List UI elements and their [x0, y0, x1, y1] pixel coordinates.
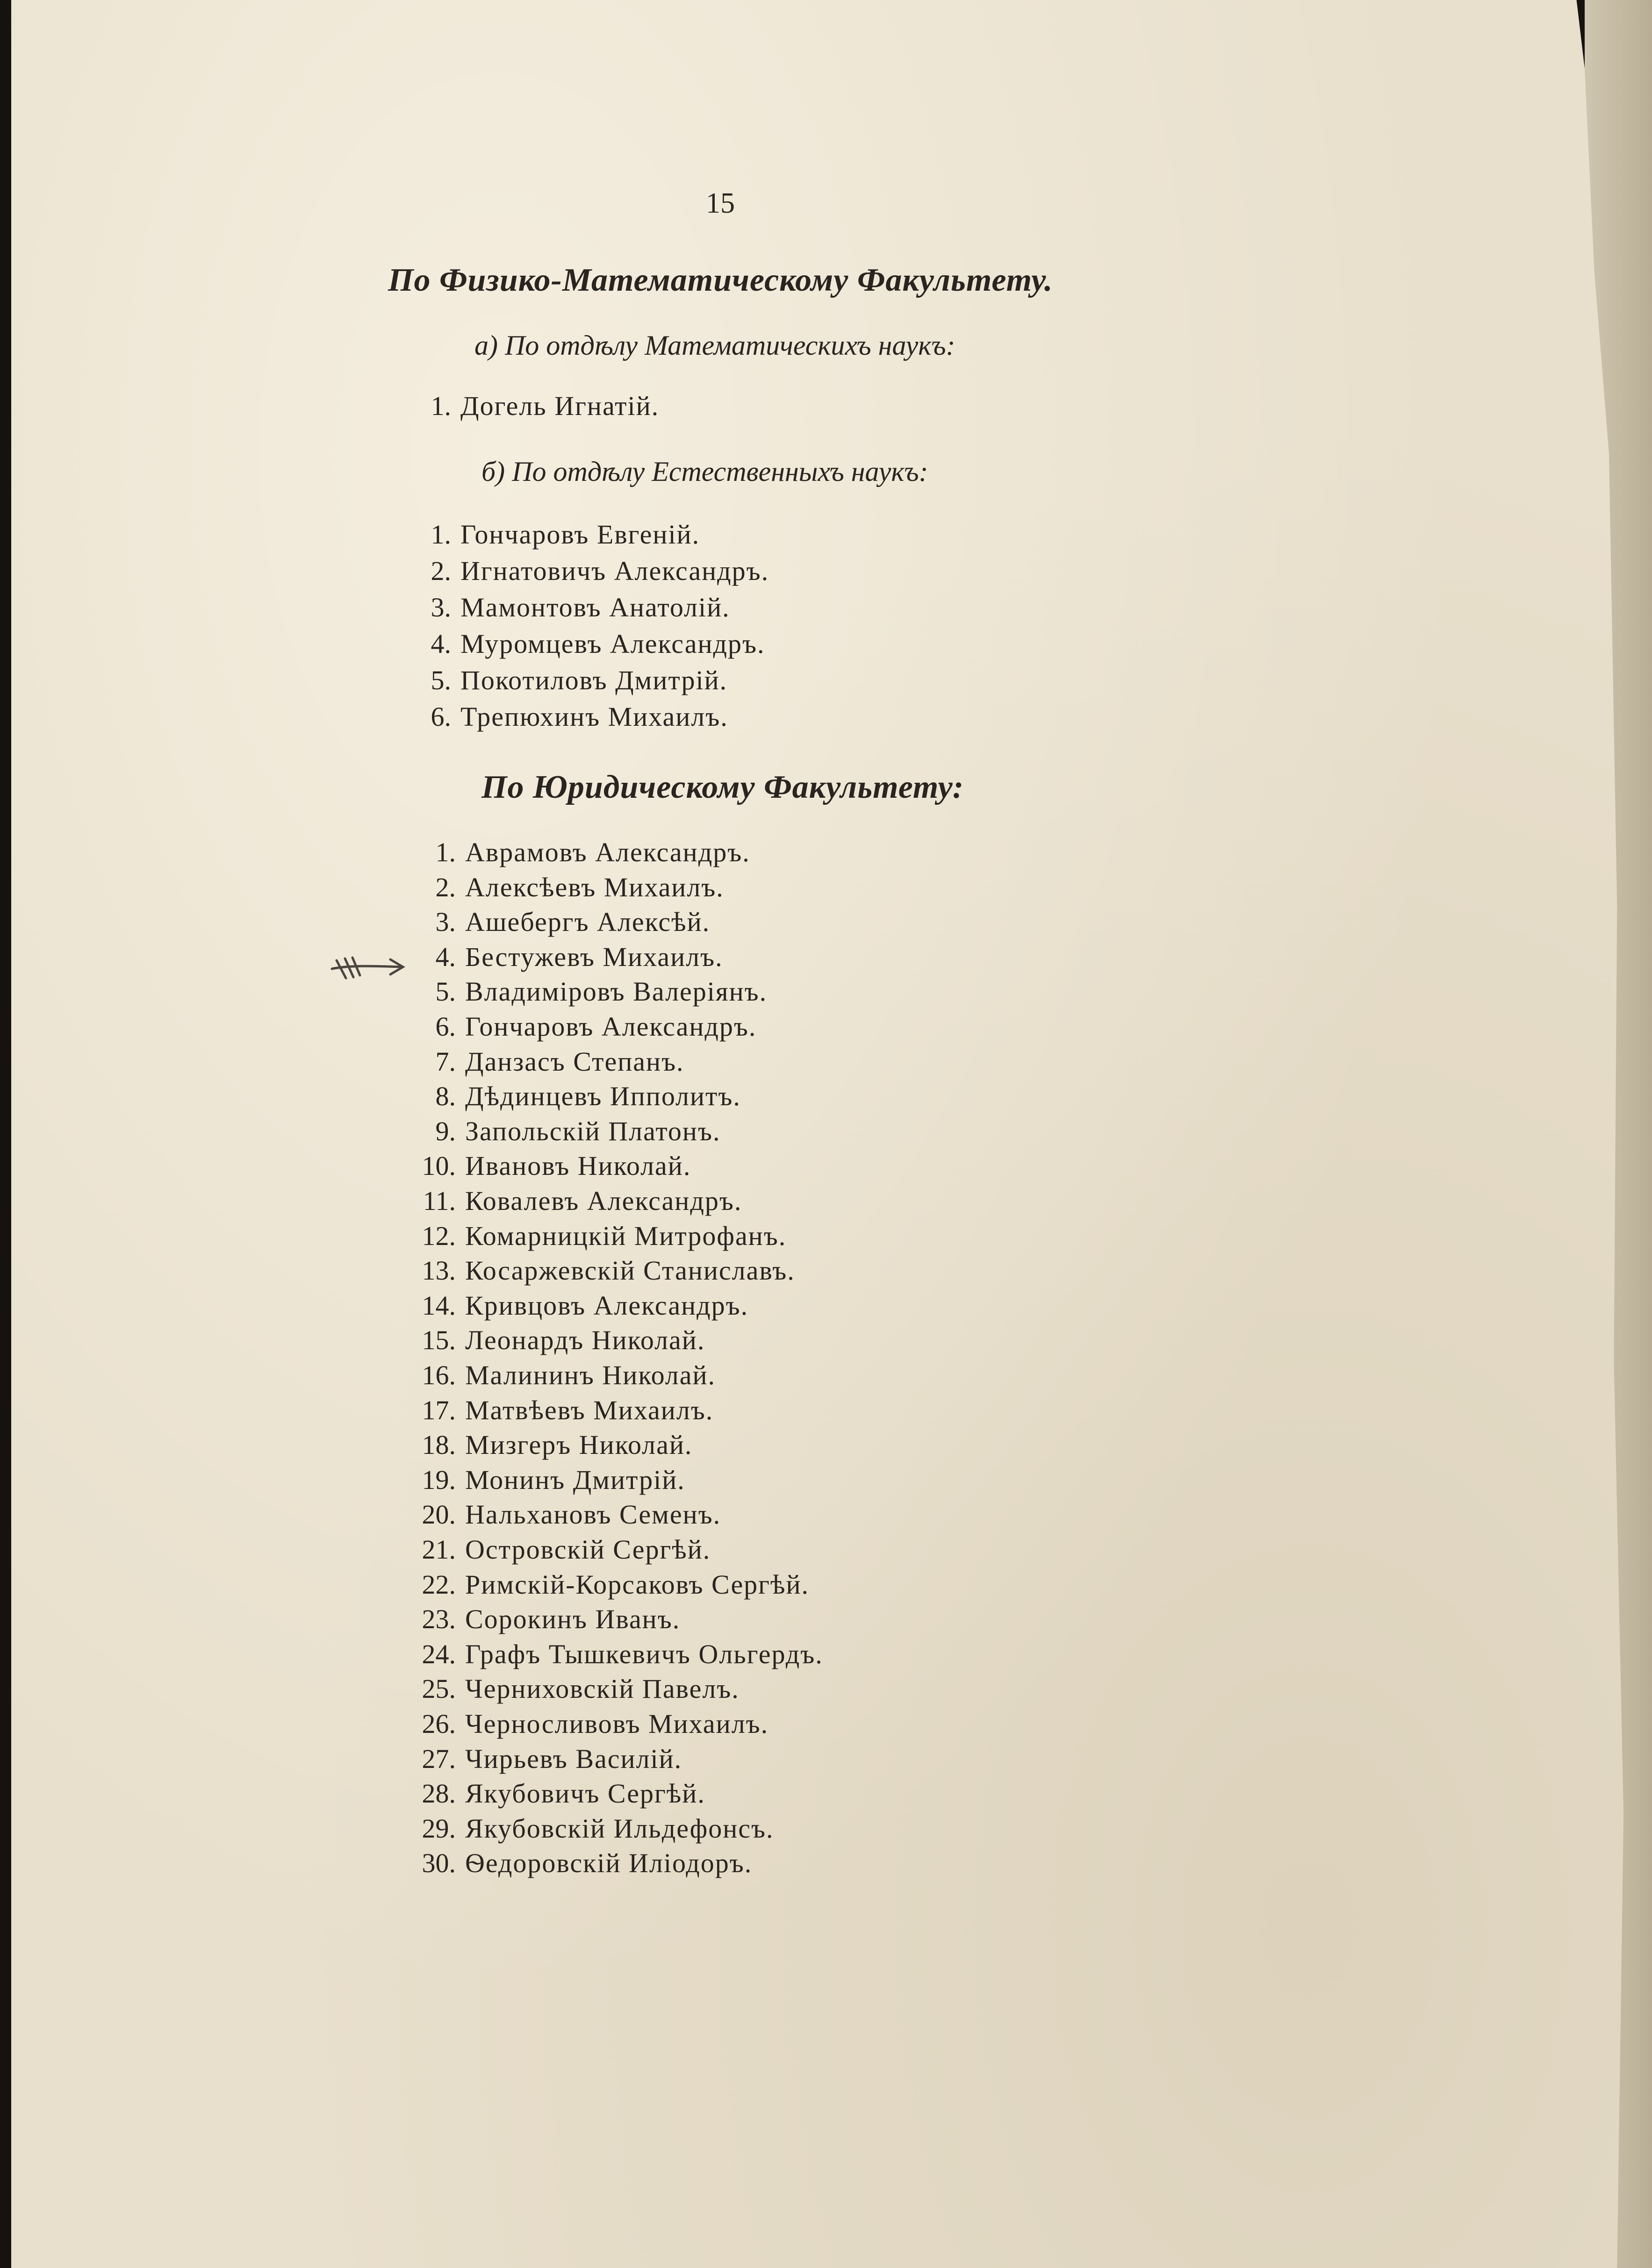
list-item-name: Бестужевъ Михаилъ.	[465, 941, 723, 972]
list-item-name: Игнатовичъ Александръ.	[460, 556, 769, 586]
list-item-number: 29.	[422, 1813, 456, 1844]
list-item-number: 1.	[435, 837, 456, 867]
subheading-natural: б) По отдѣлу Естественныхъ наукъ:	[481, 456, 928, 487]
list-item-name: Графъ Тышкевичъ Ольгердъ.	[465, 1638, 823, 1669]
list-item-name: Чирьевъ Василій.	[465, 1743, 682, 1774]
list-item-number: 23.	[422, 1604, 456, 1635]
list-item-name: Монинъ Дмитрій.	[465, 1464, 685, 1495]
list-item-name: Ѳедоровскій Иліодоръ.	[465, 1848, 753, 1879]
list-item-name: Догель Игнатій.	[460, 391, 660, 421]
list-item-name: Гончаровъ Евгеній.	[460, 519, 700, 550]
list-item-number: 8.	[435, 1081, 456, 1112]
list-item-number: 30.	[422, 1848, 456, 1879]
list-item-name: Ивановъ Николай.	[465, 1151, 691, 1181]
list-item-name: Черносливовъ Михаилъ.	[465, 1709, 769, 1739]
list-item-name: Данзасъ Степанъ.	[465, 1046, 684, 1077]
list-item-name: Сорокинъ Иванъ.	[465, 1604, 681, 1635]
list-item-name: Островскій Сергѣй.	[465, 1534, 711, 1565]
list-item-name: Якубовичъ Сергѣй.	[465, 1778, 705, 1809]
list-item-number: 4.	[435, 941, 456, 972]
list-item-name: Якубовскій Ильдефонсъ.	[465, 1813, 774, 1844]
list-item-number: 2.	[435, 872, 456, 902]
list-item-number: 17.	[422, 1395, 456, 1425]
list-item-number: 27.	[422, 1743, 456, 1774]
list-item-name: Черниховскій Павелъ.	[465, 1674, 740, 1704]
subheading-math: а) По отдѣлу Математическихъ наукъ:	[474, 330, 955, 361]
list-item-number: 9.	[435, 1116, 456, 1146]
list-item-name: Малининъ Николай.	[465, 1360, 716, 1390]
list-item-name: Кривцовъ Александръ.	[465, 1290, 749, 1321]
list-item-number: 3.	[431, 592, 451, 622]
list-item-number: 14.	[422, 1290, 456, 1321]
list-item-name: Ковалевъ Александръ.	[465, 1186, 742, 1216]
list-item-name: Муромцевъ Александръ.	[460, 629, 765, 659]
list-item-number: 15.	[422, 1325, 456, 1356]
list-item-number: 6.	[435, 1011, 456, 1042]
list-item-number: 21.	[422, 1534, 456, 1565]
list-item-name: Трепюхинъ Михаилъ.	[460, 701, 728, 732]
list-item-name: Косаржевскій Станиславъ.	[465, 1255, 795, 1286]
list-item-number: 2.	[431, 556, 451, 586]
list-item-number: 16.	[422, 1360, 456, 1390]
list-item-number: 25.	[422, 1674, 456, 1704]
list-item-name: Владиміровъ Валеріянъ.	[465, 976, 768, 1007]
list-item-name: Ашебергъ Алексѣй.	[465, 907, 711, 937]
list-item-number: 20.	[422, 1499, 456, 1530]
list-item-number: 28.	[422, 1778, 456, 1809]
list-item-number: 19.	[422, 1464, 456, 1495]
list-item-name: Леонардъ Николай.	[465, 1325, 705, 1356]
list-item-name: Мизгеръ Николай.	[465, 1430, 693, 1460]
list-item-number: 24.	[422, 1638, 456, 1669]
list-item-number: 5.	[431, 665, 451, 695]
list-item-name: Комарницкій Митрофанъ.	[465, 1220, 787, 1251]
list-item-number: 26.	[422, 1709, 456, 1739]
list-item-name: Аврамовъ Александръ.	[465, 837, 750, 867]
list-item-name: Запольскій Платонъ.	[465, 1116, 721, 1146]
list-item-number: 7.	[435, 1046, 456, 1077]
list-item-number: 11.	[423, 1186, 456, 1216]
list-item-number: 10.	[422, 1151, 456, 1181]
section-heading-law: По Юридическому Факультету:	[481, 769, 964, 805]
list-item-number: 5.	[435, 976, 456, 1007]
list-item-number: 3.	[435, 907, 456, 937]
page-number: 15	[706, 187, 735, 219]
list-item-number: 12.	[422, 1220, 456, 1251]
handwritten-arrow-mark	[327, 951, 411, 984]
list-item-name: Покотиловъ Дмитрій.	[460, 665, 728, 695]
list-item-number: 1.	[431, 391, 451, 421]
list-item-name: Алексѣевъ Михаилъ.	[465, 872, 724, 902]
list-item-number: 4.	[431, 629, 451, 659]
list-item-number: 6.	[431, 701, 451, 732]
list-item-name: Мамонтовъ Анатолій.	[460, 592, 730, 622]
list-item-number: 22.	[422, 1569, 456, 1600]
list-item-number: 18.	[422, 1430, 456, 1460]
list-item-number: 13.	[422, 1255, 456, 1286]
list-item-number: 1.	[431, 519, 451, 550]
list-item-name: Дѣдинцевъ Ипполитъ.	[465, 1081, 741, 1112]
list-item-name: Гончаровъ Александръ.	[465, 1011, 757, 1042]
list-item-name: Нальхановъ Семенъ.	[465, 1499, 721, 1530]
list-item-name: Матвѣевъ Михаилъ.	[465, 1395, 714, 1425]
section-heading-physics-math: По Физико-Математическому Факультету.	[388, 262, 1053, 298]
list-item-name: Римскій-Корсаковъ Сергѣй.	[465, 1569, 810, 1600]
